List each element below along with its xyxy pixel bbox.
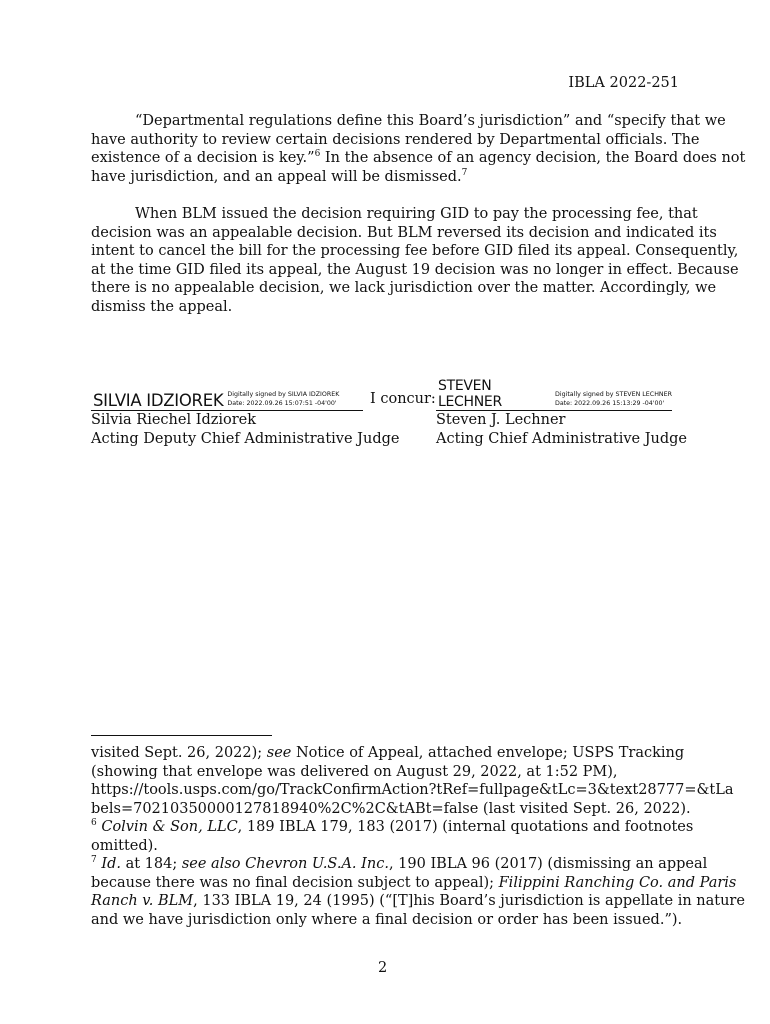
- footnote-6: $^6$ Colvin & Son, LLC, 189 IBLA 179, 183 (2017) (internal quotations and footnotes: [91, 818, 694, 835]
- digital-signature-left: [91, 384, 363, 411]
- docket-number: IBLA 2022-251: [568, 75, 679, 91]
- footnote-line: visited Sept. 26, 2022); see Notice of Appeal, attached envelope; USPS Tracking: [91, 745, 685, 761]
- paragraph-jurisdiction: [91, 112, 746, 186]
- footnote-7: $^7$ Id. at 184; see also Chevron U.S.A. Inc., 190 IBLA 96 (2017) (dismissing an appeal: [91, 855, 708, 872]
- text-line: at the time GID filed its appeal, the August 19 decision was no longer in effect. Because: [91, 261, 739, 278]
- footnote-line: Ranch v. BLM, 133 IBLA 19, 24 (1995) (“[T]his Board’s jurisdiction is appellate in nature: [91, 893, 745, 909]
- text-line: decision was an appealable decision. But BLM reversed its decision and indicated its: [91, 224, 717, 241]
- text-line: intent to cancel the bill for the processing fee before GID filed its appeal. Consequently,: [91, 243, 739, 259]
- text-line: have jurisdiction, and an appeal will be dismissed.$^7$: [91, 167, 468, 185]
- text-line: When BLM issued the decision requiring GID to pay the processing fee, that: [135, 206, 698, 222]
- judge-name: Silvia Riechel Idziorek: [91, 412, 257, 428]
- text-line: have authority to review certain decisions rendered by Departmental officials. The: [91, 131, 700, 148]
- judge-title: Acting Chief Administrative Judge: [436, 431, 688, 447]
- signature-metadata: Digitally signed by STEVEN LECHNER Date: 2022.09.26 15:13:29 -04'00': [554, 391, 672, 407]
- text-line: “Departmental regulations define this Board’s jurisdiction” and “specify that we: [135, 113, 726, 129]
- signature-name: SILVIA IDZIOREK: [93, 391, 224, 410]
- signature-name: STEVEN LECHNER: [438, 378, 502, 410]
- judge-title: Acting Deputy Chief Administrative Judge: [91, 431, 400, 447]
- footnote-line: (showing that envelope was delivered on August 29, 2022, at 1:52 PM),: [91, 763, 618, 780]
- digital-signature-right: [436, 378, 672, 411]
- footnote-line: because there was no final decision subject to appeal); Filippini Ranching Co. and Paris: [91, 874, 737, 891]
- footnote-line: https://tools.usps.com/go/TrackConfirmAction?tRef=fullpage&tLc=3&text28777=&tLa: [91, 782, 734, 798]
- judge-name: Steven J. Lechner: [436, 412, 566, 428]
- signature-block-right: [436, 378, 688, 449]
- footnote-ref-7: 7: [461, 167, 468, 178]
- footnotes: [91, 744, 745, 929]
- footnote-ref-6: 6: [314, 149, 321, 159]
- text-line: dismiss the appeal.: [91, 298, 233, 315]
- paragraph-dismissal: [91, 205, 739, 316]
- footnote-divider: [91, 735, 272, 736]
- page-number: 2: [378, 960, 388, 976]
- footnote-line: omitted).: [91, 837, 158, 854]
- footnote-line: bels=70210350000127818940%2C%2C&tABt=false (last visited Sept. 26, 2022).: [91, 800, 691, 817]
- concur-label: I concur:: [370, 391, 436, 407]
- signature-metadata: Digitally signed by SILVIA IDZIOREK Date: 2022.09.26 15:07:51 -04'00': [227, 391, 340, 407]
- signature-block-left: [91, 384, 400, 449]
- footnote-line: and we have jurisdiction only where a final decision or order has been issued.”).: [91, 911, 683, 928]
- text-line: there is no appealable decision, we lack jurisdiction over the matter. Accordingly, we: [91, 280, 717, 296]
- text-line: existence of a decision is key.”$^6$ In the absence of an agency decision, the Board does not: [91, 149, 746, 166]
